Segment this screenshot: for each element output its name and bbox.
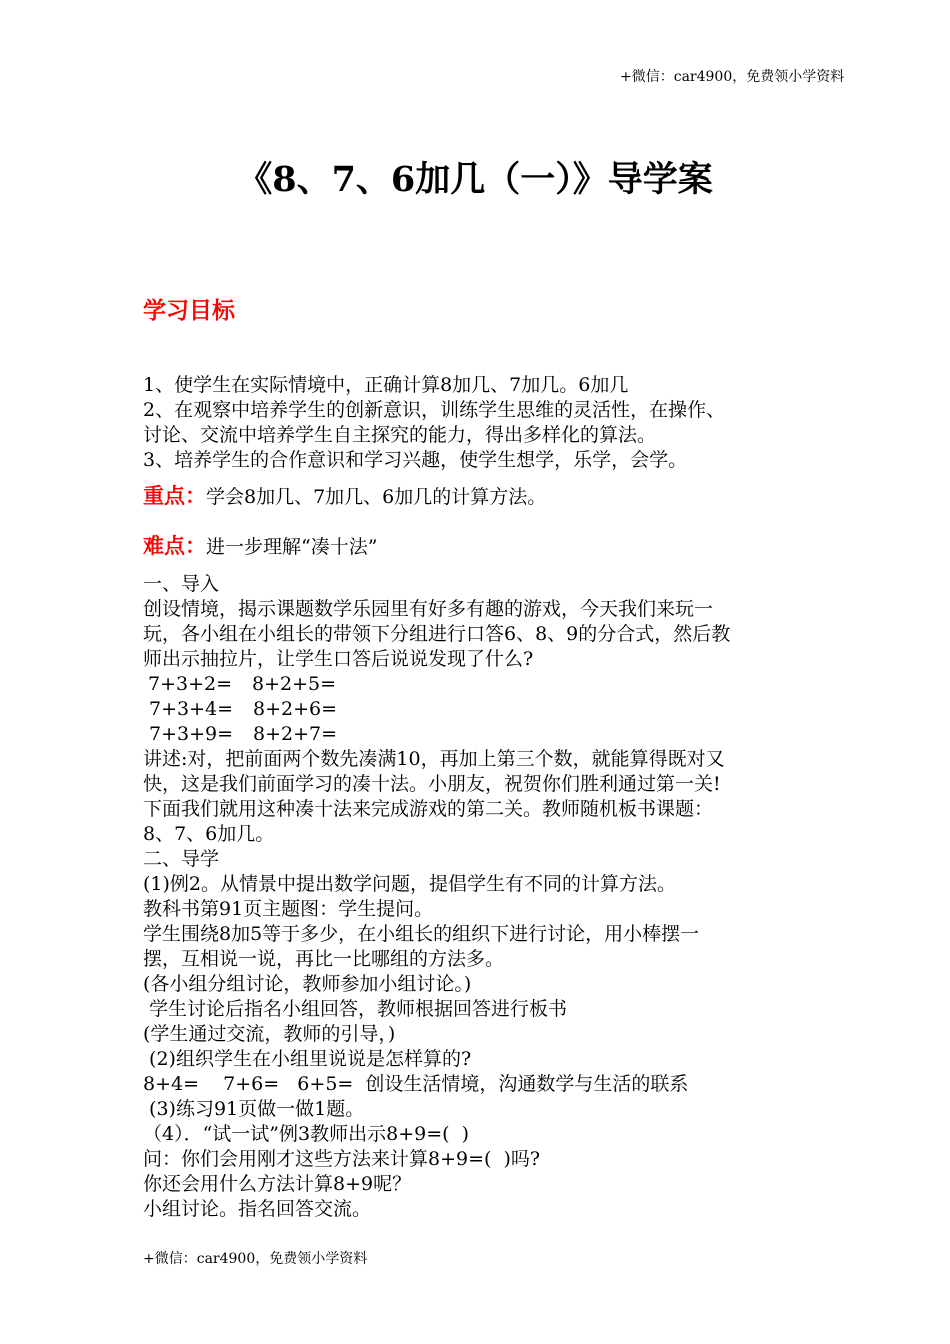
body-line: （4）．“试一试”例3教师出示8+9=( ) bbox=[143, 1123, 470, 1145]
body-line: 摆，互相说一说，再比一比哪组的方法多。 bbox=[143, 948, 505, 970]
body-line: 学生围绕8加5等于多少，在小组长的组织下进行讨论，用小棒摆一 bbox=[143, 923, 700, 945]
key-point-label: 重点： bbox=[143, 484, 206, 508]
objective-line: 3、培养学生的合作意识和学习兴趣，使学生想学，乐学，会学。 bbox=[143, 449, 688, 471]
body-line: 小组讨论。指名回答交流。 bbox=[143, 1198, 372, 1220]
footer-watermark-note: +微信：car4900，免费领小学资料 bbox=[143, 1251, 368, 1267]
body-line: 快，这是我们前面学习的凑十法。小朋友，祝贺你们胜利通过第一关! bbox=[143, 773, 721, 795]
body-line: 问：你们会用刚才这些方法来计算8+9=( )吗? bbox=[143, 1148, 541, 1170]
section-title-guide: 二、导学 bbox=[143, 848, 220, 870]
difficult-point-text: 进一步理解“凑十法” bbox=[206, 536, 378, 558]
equation-right: 8+2+5= bbox=[252, 673, 337, 695]
equation-row bbox=[143, 722, 813, 747]
body-line: 你还会用什么方法计算8+9呢？ bbox=[143, 1173, 412, 1195]
equation-left: 7+3+4= bbox=[149, 698, 234, 720]
equation-left: 7+3+9= bbox=[149, 723, 234, 745]
equation-right: 8+2+6= bbox=[253, 698, 338, 720]
equation-row bbox=[143, 672, 813, 697]
objectives-heading: 学习目标 bbox=[143, 298, 235, 324]
equation-left: 7+3+2= bbox=[148, 673, 233, 695]
equation-row bbox=[143, 697, 813, 722]
body-line: 下面我们就用这种凑十法来完成游戏的第二关。教师随机板书课题： bbox=[143, 798, 714, 820]
body-line: (2)组织学生在小组里说说是怎样算的? bbox=[143, 1048, 472, 1070]
body-line: 8+4= 7+6= 6+5= 创设生活情境，沟通数学与生活的联系 bbox=[143, 1073, 689, 1095]
section-title-intro: 一、导入 bbox=[143, 573, 220, 595]
difficult-point bbox=[143, 534, 813, 559]
difficult-point-label: 难点： bbox=[143, 534, 206, 558]
body-line: (各小组分组讨论，教师参加小组讨论。) bbox=[143, 973, 472, 995]
equation-right: 8+2+7= bbox=[253, 723, 338, 745]
body-line: 师出示抽拉片，让学生口答后说说发现了什么? bbox=[143, 648, 534, 670]
objective-line: 讨论、交流中培养学生自主探究的能力，得出多样化的算法。 bbox=[143, 424, 657, 446]
body-line: (学生通过交流，教师的引导，) bbox=[143, 1023, 396, 1045]
body-line: (3)练习91页做一做1题。 bbox=[143, 1098, 365, 1120]
body-line: 教科书第91页主题图：学生提问。 bbox=[143, 898, 434, 920]
body-line: 讲述:对，把前面两个数先凑满10，再加上第三个数，就能算得既对又 bbox=[143, 748, 725, 770]
lesson-body bbox=[143, 572, 813, 1222]
key-point-text: 学会8加几、7加几、6加几的计算方法。 bbox=[206, 486, 547, 508]
body-line: (1)例2。从情景中提出数学问题，提倡学生有不同的计算方法。 bbox=[143, 873, 677, 895]
body-line: 8、7、6加几。 bbox=[143, 823, 275, 845]
header-watermark-note: +微信：car4900，免费领小学资料 bbox=[620, 69, 845, 85]
key-point bbox=[143, 484, 813, 509]
objectives-list bbox=[143, 373, 813, 473]
document-title: 《8、7、6加几（一）》导学案 bbox=[237, 159, 713, 200]
body-line: 创设情境，揭示课题数学乐园里有好多有趣的游戏，今天我们来玩一 bbox=[143, 598, 714, 620]
body-line: 学生讨论后指名小组回答，教师根据回答进行板书 bbox=[143, 998, 568, 1020]
objective-line: 2、在观察中培养学生的创新意识，训练学生思维的灵活性，在操作、 bbox=[143, 399, 726, 421]
objective-line: 1、使学生在实际情境中，正确计算8加几、7加几。6加几 bbox=[143, 374, 629, 396]
body-line: 玩，各小组在小组长的带领下分组进行口答6、8、9的分合式，然后教 bbox=[143, 623, 731, 645]
